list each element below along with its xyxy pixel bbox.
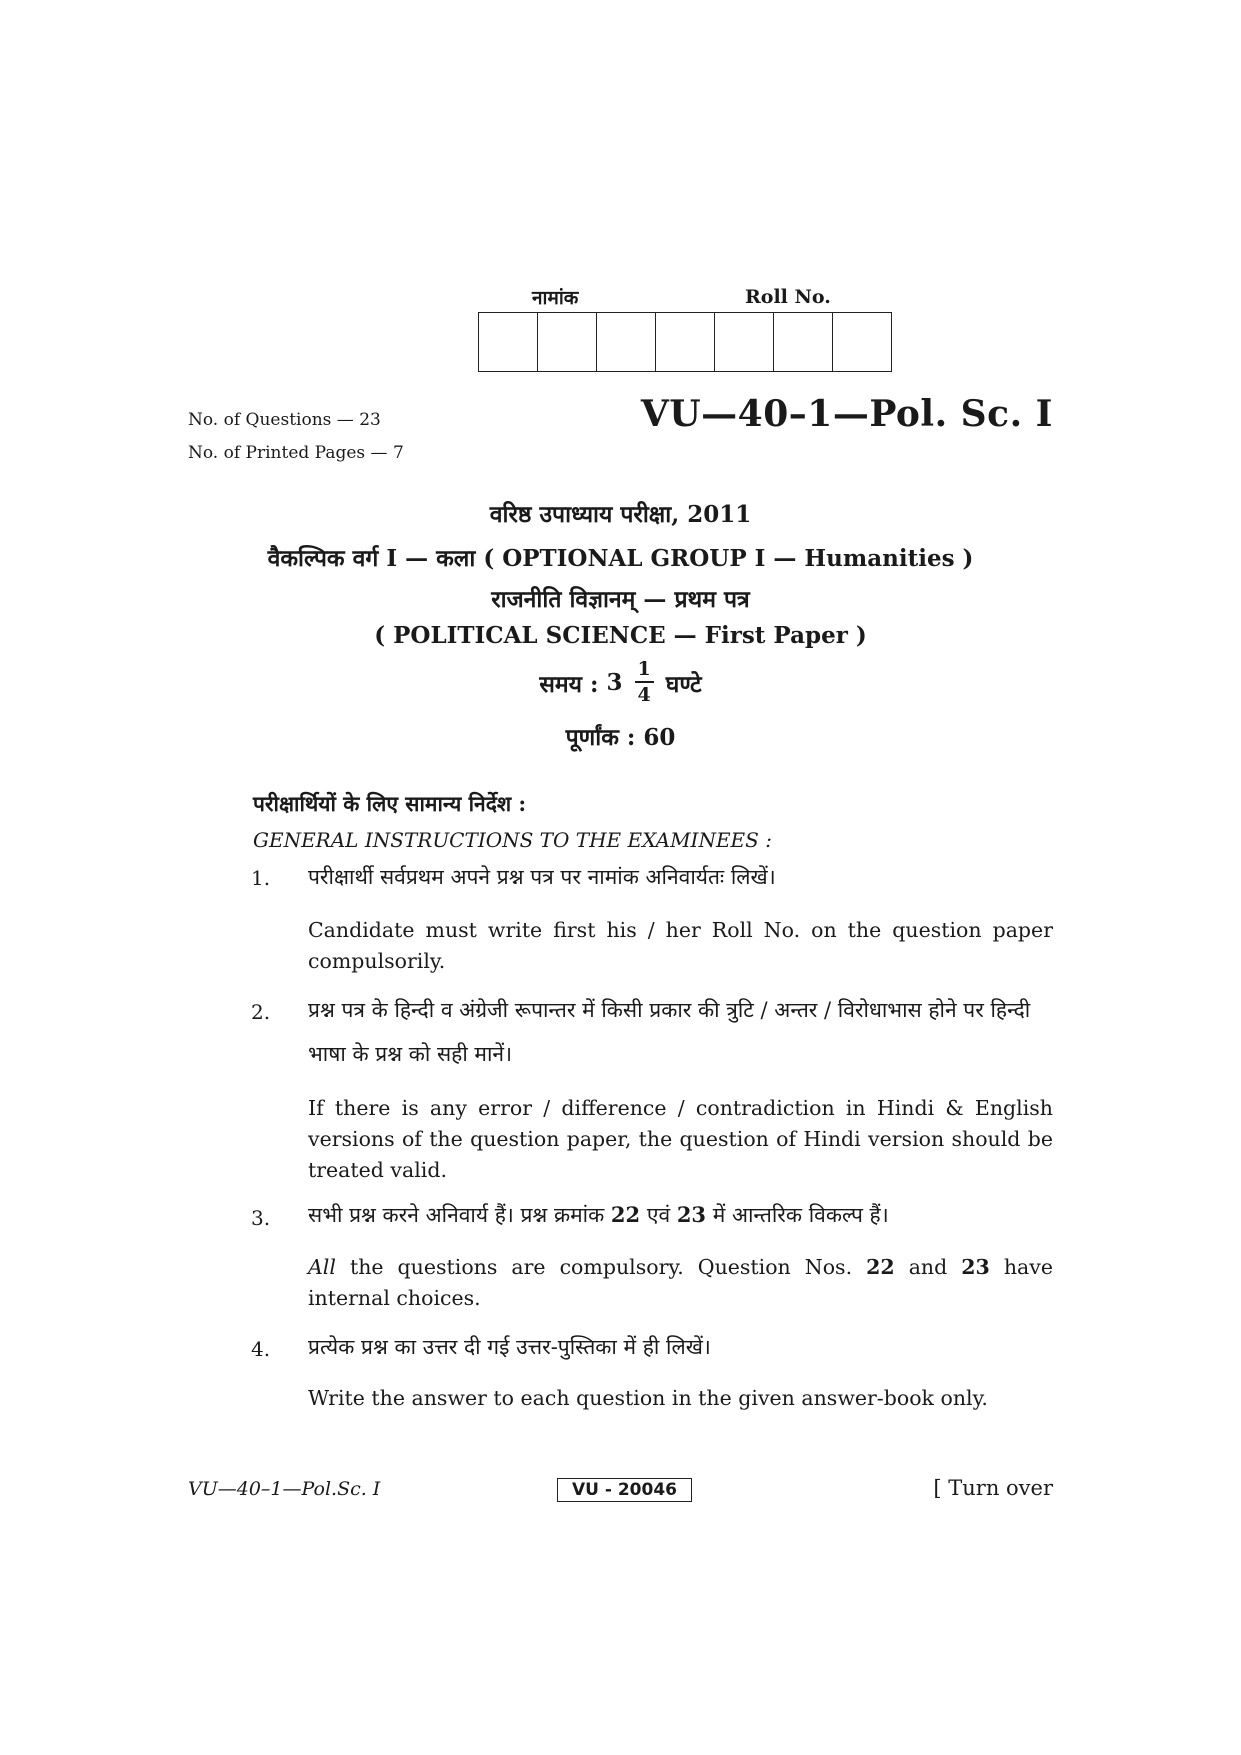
roll-digit-box[interactable] [833, 313, 891, 371]
time-allowed [0, 660, 1241, 705]
question-number: 22 [610, 1202, 641, 1227]
paper-code: VU—40–1—Pol. Sc. I [640, 393, 1053, 435]
footer-paper-code: VU—40–1—Pol.Sc. I [188, 1478, 381, 1500]
instruction-english: If there is any error / difference / contradiction in Hindi & English versions of the question paper, the question of Hindi version should be treated valid. [308, 1096, 1053, 1182]
instruction-hindi [308, 1193, 1053, 1237]
question-number: 22 [866, 1255, 895, 1279]
instruction-number: 1. [251, 866, 271, 890]
footer-serial-number: VU - 20046 [557, 1478, 692, 1502]
fraction-numerator: 1 [635, 660, 654, 683]
time-label: समय : [539, 670, 599, 698]
instruction-hindi: परीक्षार्थी सर्वप्रथम अपने प्रश्न पत्र पर नामांक अनिवार्यतः लिखें। [308, 865, 776, 889]
roll-digit-box[interactable] [479, 313, 538, 371]
instruction-number: 3. [251, 1206, 271, 1230]
instruction-text: and [908, 1255, 948, 1279]
roll-digit-box[interactable] [656, 313, 715, 371]
time-unit: घण्टे [665, 670, 702, 698]
instruction-text: have internal choices. [308, 1255, 1053, 1310]
instruction-text: सभी प्रश्न करने अनिवार्य हैं। प्रश्न क्रमांक [308, 1203, 605, 1227]
time-whole: 3 [606, 669, 623, 696]
instruction-text: the questions are compulsory. Question Nos. [349, 1255, 853, 1279]
instruction-english: Candidate must write first his / her Roll No. on the question paper compulsorily. [308, 918, 1053, 973]
instruction-emphasis: All [308, 1255, 336, 1279]
roll-label-english: Roll No. [745, 286, 831, 308]
group-title: वैकल्पिक वर्ग I — कला ( OPTIONAL GROUP I — Humanities ) [267, 545, 974, 572]
instruction-number: 2. [251, 1000, 271, 1024]
instruction-english [308, 1252, 1053, 1314]
time-fraction [635, 660, 654, 705]
number-of-questions: No. of Questions — 23 [188, 410, 381, 430]
roll-digit-box[interactable] [597, 313, 656, 371]
instructions-title-hindi: परीक्षार्थियों के लिए सामान्य निर्देश : [253, 791, 527, 816]
fraction-denominator: 4 [637, 684, 651, 706]
roll-number-labels [480, 284, 900, 308]
instruction-hindi: प्रश्न पत्र के हिन्दी व अंग्रेजी रूपान्तर में किसी प्रकार की त्रुटि / अन्तर / विरोधाभास होने पर हिन्दी भाषा के प्रश्न को सही मानें। [308, 998, 1031, 1066]
instruction-hindi: प्रत्येक प्रश्न का उत्तर दी गई उत्तर-पुस्तिका में ही लिखें। [308, 1335, 711, 1359]
subject-title-english: ( POLITICAL SCIENCE — First Paper ) [374, 622, 867, 649]
roll-digit-box[interactable] [715, 313, 774, 371]
question-number: 23 [676, 1202, 707, 1227]
instruction-english: Write the answer to each question in the given answer-book only. [308, 1386, 988, 1410]
roll-number-boxes [478, 312, 892, 372]
roll-digit-box[interactable] [774, 313, 833, 371]
instruction-number: 4. [251, 1337, 271, 1361]
exam-title: वरिष्ठ उपाध्याय परीक्षा, 2011 [489, 501, 752, 528]
number-of-pages: No. of Printed Pages — 7 [188, 443, 404, 463]
subject-title-hindi: राजनीति विज्ञानम् — प्रथम पत्र [491, 586, 750, 613]
maximum-marks: पूर्णांक : 60 [565, 724, 676, 751]
roll-label-hindi: नामांक [532, 287, 579, 309]
instruction-text: एवं [646, 1203, 671, 1227]
roll-digit-box[interactable] [538, 313, 597, 371]
instruction-text: में आन्तरिक विकल्प हैं। [712, 1203, 889, 1227]
question-number: 23 [961, 1255, 990, 1279]
turn-over-note: [ Turn over [933, 1476, 1053, 1500]
instructions-title-english: GENERAL INSTRUCTIONS TO THE EXAMINEES : [253, 828, 772, 852]
